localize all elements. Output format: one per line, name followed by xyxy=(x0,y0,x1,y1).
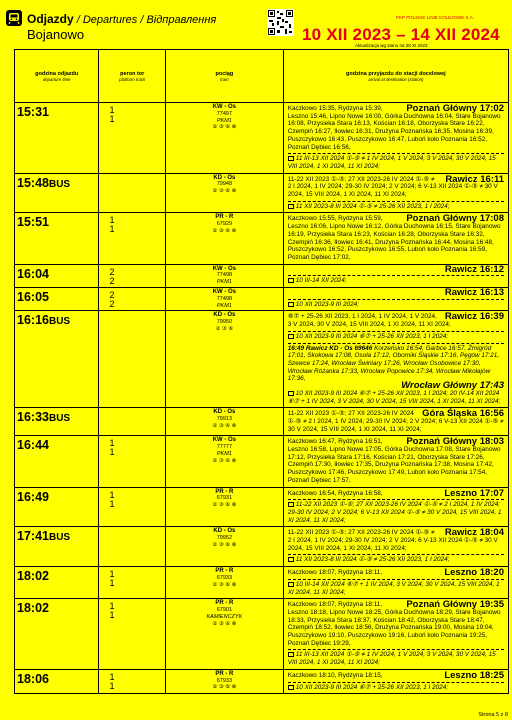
train-category: KD - Os xyxy=(213,174,236,181)
train-name: PKM1 xyxy=(216,450,232,457)
train-cell xyxy=(166,567,284,599)
calendar-icon xyxy=(288,582,294,587)
destination: Rawicz 16:39 xyxy=(444,311,504,323)
platform-cell xyxy=(99,436,166,487)
remark: 11 III-13 XII 2024 ①-⑤ ≠ 1 IV 2024, 1 V 2024, 3 V 2024, 30 V 2024, 15 VIII 2024, 1 XI 2024, 11 XI 2024; xyxy=(288,153,504,170)
train-category: KD - Os xyxy=(213,528,236,535)
train-cell xyxy=(166,669,284,693)
destination: Leszno 17:07 xyxy=(444,487,504,499)
train-cell xyxy=(166,408,284,436)
intermediate-stops: Rawicz 16:11 11-22 XII 2023 ①-⑤; 27 XII 2023-26 IV 2024 ①-⑤ ≠ 2 I 2024, 1 IV 2024; 29-30 IV 2024; 2 V 2024; 6 V-13 XII 2024 ①-⑤ ≠ 30 V 2024, 15 VIII 2024, 1 XI 2024, 11 XI 2024; xyxy=(287,173,504,199)
platform-number: 1 xyxy=(109,215,115,226)
platform-cell xyxy=(99,173,166,213)
calendar-icon xyxy=(288,391,294,396)
page-header xyxy=(0,0,512,48)
track-number: 1 xyxy=(109,114,115,124)
destination: Rawicz 16:11 xyxy=(445,173,504,185)
train-cell xyxy=(166,213,284,264)
destination: Rawicz 16:13 xyxy=(444,287,504,299)
platform-cell xyxy=(99,567,166,599)
stops-cell xyxy=(283,669,508,693)
qr-code-icon xyxy=(267,9,294,36)
destination: Leszno 18:20 xyxy=(444,567,504,579)
table-row xyxy=(15,288,509,311)
table-row xyxy=(15,487,509,527)
stops-cell xyxy=(283,213,508,264)
calendar-icon xyxy=(288,502,294,507)
departure-time: 16:44 xyxy=(15,436,99,487)
platform-number: 1 xyxy=(109,105,115,115)
table-row xyxy=(15,408,509,436)
train-category: KD - Os xyxy=(213,409,236,416)
platform-number: 1 xyxy=(109,569,115,580)
departure-time: 15:48BUS xyxy=(15,173,99,213)
train-category: KW - Os xyxy=(212,437,237,444)
train-category: PR - R xyxy=(215,670,234,677)
col-platform: peron tor platform track xyxy=(99,50,166,103)
title-translations: / Departures / Відправлення xyxy=(73,14,217,26)
train-category: KW - Os xyxy=(212,289,237,296)
train-name: PKM1 xyxy=(216,279,232,286)
stops-cell xyxy=(283,436,508,487)
train-number: 67933 xyxy=(216,677,233,684)
stops-cell xyxy=(283,288,508,311)
table-row xyxy=(15,669,509,693)
service-icons: ② ③ ⑥ ⊗ xyxy=(212,188,237,195)
track-number: 1 xyxy=(109,680,115,691)
remark: 11-22 XII 2023 ①-⑤; 27 XII 2023-26 IV 2024 ①-⑤ ≠ 2 I 2024, 1 IV 2024; 29-30 IV 2024; 2 V 2024; 6 V-13 XII 2024 ①-⑤ ≠ 30 V 2024, 15 VIII 2024, 1 XI 2024, 11 XI 2024; xyxy=(288,499,504,524)
train-category: PR - R xyxy=(215,600,234,607)
table-row xyxy=(15,103,509,174)
departure-time: 16:16BUS xyxy=(15,311,99,408)
platform-cell xyxy=(99,213,166,264)
destination: Góra Śląska 16:56 xyxy=(422,408,504,420)
destination: Rawicz 18:04 xyxy=(444,527,504,539)
destination: Poznań Główny 17:02 xyxy=(406,103,504,114)
connection-destination: Wrocław Główny 17:43 xyxy=(401,380,504,392)
intermediate-stops: Poznań Główny 19:35 Kaczkowo 18:07, Rydzyna 18:11, Leszno 18:18, Lipno Nowe 18:25, Górka Duchowna 18:29, Stare Bojanowo 18:33, Przysieka Stara 18:37, Kościan 18:42, Oborzyska Stare 18:47, Czempiń 18:52, Iłowiec 18:56, Drużyna Poznańska 19:00, Mosina 19:04, Puszczykowo 19:10, Puszczykowo 19:16, Luboń koło Poznania 19:25, Poznań Dębiec 19:29, xyxy=(287,599,504,647)
train-name: KAMIENCZYK xyxy=(206,613,243,620)
update-note: Aktualizacja wg stanu na 28 XI 2023 xyxy=(355,43,428,48)
train-cell xyxy=(166,599,284,670)
stops-cell xyxy=(283,103,508,174)
intermediate-stops: Rawicz 18:04 11-22 XII 2023 ①-⑤; 27 XII 2023-26 IV 2024 ①-⑤ ≠ 2 I 2024, 1 IV 2024; 29-30 IV 2024; 2 V 2024; 6 V-13 XII 2024 ①-⑤ ≠ 30 V 2024, 15 VIII 2024, 1 XI 2024, 11 XI 2024; xyxy=(287,527,504,552)
table-row xyxy=(15,264,509,287)
station-name: Bojanowo xyxy=(27,27,85,42)
train-number: 67931 xyxy=(216,495,233,502)
intermediate-stops: Rawicz 16:39 ⑥⑦ + 25-26 XII 2023, 1 I 2024, 1 IV 2024, 1 V 2024, 3 V 2024, 30 V 2024, 15 VIII 2024, 1 XI 2024, 11 XI 2024; xyxy=(287,311,504,329)
col-time: godzina odjazdu departure time xyxy=(15,50,99,103)
stops-cell xyxy=(283,527,508,567)
calendar-icon xyxy=(288,557,294,562)
train-cell xyxy=(166,103,284,174)
train-logo-icon xyxy=(6,10,22,26)
platform-number: 2 xyxy=(109,290,115,301)
stops-cell xyxy=(283,408,508,436)
stops-cell xyxy=(283,264,508,287)
destination: Poznań Główny 18:03 xyxy=(406,436,504,448)
carrier-logo: PKP POLSKIE LINIE KOLEJOWE S.A. xyxy=(396,15,474,20)
track-number: 1 xyxy=(109,498,115,509)
train-number: 77498 xyxy=(216,295,233,302)
bus-badge: BUS xyxy=(48,178,71,190)
track-number: 2 xyxy=(109,275,115,286)
intermediate-stops: Leszno 17:07 Kaczkowo 16:54, Rydzyna 16:58, xyxy=(287,487,504,499)
platform-cell xyxy=(99,311,166,408)
train-category: KD - Os xyxy=(213,312,236,319)
table-header xyxy=(15,50,509,103)
remark: 11 III-13 XII 2024 ①-⑤ ≠ 1 IV 2024, 1 V 2024, 3 V 2024, 30 V 2024, 15 VIII 2024, 1 XI 2024, 11 XI 2024; xyxy=(288,649,504,666)
bus-badge: BUS xyxy=(48,532,71,544)
departure-time: 18:02 xyxy=(15,599,99,670)
train-number: 77777 xyxy=(216,444,233,451)
calendar-icon xyxy=(288,302,294,307)
platform-cell xyxy=(99,264,166,287)
calendar-icon xyxy=(288,278,294,283)
calendar-icon xyxy=(288,334,294,339)
track-number: 1 xyxy=(109,610,115,621)
destination: Rawicz 16:12 xyxy=(444,264,504,275)
train-name: PKM1 xyxy=(216,117,232,124)
train-name: PKM1 xyxy=(216,302,232,309)
track-number: 1 xyxy=(109,224,115,235)
train-number: 79913 xyxy=(216,416,233,422)
train-number: 67933 xyxy=(216,574,233,581)
track-number: 2 xyxy=(109,299,115,310)
train-cell xyxy=(166,264,284,287)
remark: 10 III-14 XII 2024 ⑥⑦ + 1 IV 2024, 3 V 2024, 30 V 2024, 15 VIII 2024, 1 XI 2024, 11 XI 2024; xyxy=(288,579,504,596)
train-cell xyxy=(166,436,284,487)
departure-time: 15:51 xyxy=(15,213,99,264)
train-category: PR - R xyxy=(215,568,234,575)
remark: 10 XII 2023-9 III 2024 ⑥⑦ + 25-26 XII 2023, 1 I 2024; xyxy=(288,682,504,692)
platform-number: 2 xyxy=(109,266,115,277)
connection-stops: Korzeńsko 16:54, Garbce 16:57, Żmigród 17:01, Skokowa 17:08, Osola 17:12, Oborniki Śląskie 17:16, Pęgów 17:21, Szewce 17:24, Wrocław Świniary 17:26, Wrocław Osobowice 17:30, Wrocław Różanka 17:33, Wrocław Popowice 17:34, Wrocław Mikołajów 17:36, xyxy=(287,344,500,383)
train-number: 67901 xyxy=(216,607,233,614)
service-icons: ② ③ ⑥ ⊗ xyxy=(212,228,237,235)
service-icons: ② ③ ⑥ ⊗ xyxy=(212,457,237,464)
calendar-icon xyxy=(288,652,294,657)
train-cell xyxy=(166,288,284,311)
train-number: 79948 xyxy=(216,181,233,188)
departure-time: 18:02 xyxy=(15,567,99,599)
platform-number: 1 xyxy=(109,601,115,612)
calendar-icon xyxy=(288,156,294,161)
stops-cell xyxy=(283,487,508,527)
table-row xyxy=(15,599,509,670)
platform-number: 1 xyxy=(109,489,115,500)
table-row xyxy=(15,436,509,487)
train-cell xyxy=(166,487,284,527)
intermediate-stops: Poznań Główny 17:02 Kaczkowo 15:35, Rydzyna 15:39, Leszno 15:46, Lipno Nowe 16:00, Górka Duchowna 16:04, Stare Bojanowo 16:08, Przysieka Stara 16:13, Kościan 16:18, Oborzyska Stare 16:22, Czempiń 16:27, Iłowiec 16:31, Drużyna Poznańska 16:35, Mosina 16:39, Puszczykowo 16:43, Puszczykowo 16:47, Luboń koło Poznania 16:52, Poznań Dębiec 16:56, xyxy=(287,103,504,151)
train-category: PR - R xyxy=(215,488,234,495)
service-icons: ② ③ ⑥ ⊗ xyxy=(212,684,237,691)
stops-cell xyxy=(283,599,508,670)
service-icons: ② ③ ⑥ xyxy=(215,326,234,333)
intermediate-stops: Leszno 18:25 Kaczkowo 18:10, Rydzyna 18:15, xyxy=(287,669,504,681)
connection xyxy=(288,343,504,406)
validity-dates: 10 XII 2023 – 14 XII 2024 xyxy=(302,25,500,44)
intermediate-stops: Góra Śląska 16:56 11-22 XII 2023 ①-⑤; 27 XII 2023-26 IV 2024 ①-⑤ ≠ 2 I 2024, 1 IV 2024; 29-30 IV 2024; 2 V 2024; 6 V-13 XII 2024 ①-⑤ ≠ 30 V 2024, 15 VIII 2024, 1 XI 2024, 11 XI 2024; xyxy=(287,408,504,433)
platform-cell xyxy=(99,103,166,174)
connection-header: 16:49 Rawicz KD - Os 69646 xyxy=(287,344,373,352)
page-number: Strona 5 z 8 xyxy=(478,712,508,718)
service-icons: ② ③ ⑥ ⊗ xyxy=(212,124,237,131)
table-row xyxy=(15,173,509,213)
destination: Leszno 18:25 xyxy=(444,669,504,681)
platform-cell xyxy=(99,487,166,527)
platform-number: 1 xyxy=(109,671,115,682)
track-number: 1 xyxy=(109,447,115,458)
platform-cell xyxy=(99,527,166,567)
remark: 10 III-14 XII 2024; xyxy=(288,275,504,285)
track-number: 1 xyxy=(109,578,115,589)
platform-number: 1 xyxy=(109,438,115,449)
remark: 10 XII 2023-9 III 2024; xyxy=(288,299,504,309)
destination: Poznań Główny 19:35 xyxy=(406,599,504,611)
departure-time: 17:41BUS xyxy=(15,527,99,567)
service-icons: ② ③ ⑥ ⊗ xyxy=(212,581,237,588)
departure-time: 16:33BUS xyxy=(15,408,99,436)
departure-time: 16:05 xyxy=(15,288,99,311)
train-cell xyxy=(166,173,284,213)
service-icons: ② ③ ⑥ ⊗ xyxy=(212,422,237,429)
stops-cell xyxy=(283,311,508,408)
platform-cell xyxy=(99,288,166,311)
train-category: KW - Os xyxy=(212,265,237,272)
bus-badge: BUS xyxy=(48,413,71,425)
train-number: 79952 xyxy=(216,535,233,542)
bus-badge: BUS xyxy=(48,316,71,328)
train-category: PR - R xyxy=(215,214,234,221)
table-row xyxy=(15,567,509,599)
table-row xyxy=(15,311,509,408)
platform-cell xyxy=(99,599,166,670)
service-icons: ② ③ ⑥ ⊗ xyxy=(212,541,237,548)
service-icons: ② ③ ⑥ ⊗ xyxy=(212,502,237,509)
train-cell xyxy=(166,311,284,408)
col-train: pociąg train xyxy=(166,50,284,103)
departure-time: 15:31 xyxy=(15,103,99,174)
title-pl: Odjazdy xyxy=(27,12,74,26)
table-row xyxy=(15,213,509,264)
departure-time: 16:49 xyxy=(15,487,99,527)
platform-cell xyxy=(99,408,166,436)
departure-time: 18:06 xyxy=(15,669,99,693)
train-cell xyxy=(166,527,284,567)
departures-table xyxy=(14,49,509,694)
connection-remark: 10 XII 2023-9 III 2024 ⑥⑦ + 25-26 XII 2023, 1 I 2024; 20 IV-14 XII 2024 ⑥⑦ + 1 IV 2024, 3 V 2024, 30 V 2024, 15 VIII 2024, 1 XI 2024, 11 XI 2024; xyxy=(287,389,501,405)
platform-cell xyxy=(99,669,166,693)
train-number: 67929 xyxy=(216,221,233,228)
stops-cell xyxy=(283,173,508,213)
train-number: 79950 xyxy=(216,319,233,326)
stops-cell xyxy=(283,567,508,599)
train-number: 77497 xyxy=(216,110,233,117)
page-title xyxy=(27,12,216,26)
col-dest: godzina przyjazdu do stacji docelowej arrival at destination (station) xyxy=(283,50,508,103)
table-row xyxy=(15,527,509,567)
destination: Poznań Główny 17:08 xyxy=(406,213,504,225)
intermediate-stops: Poznań Główny 18:03 Kaczkowo 16:47, Rydzyna 16:51, Leszno 16:58, Lipno Nowe 17:05, Górka Duchowna 17:08, Stare Bojanowo 17:12, Przysieka Stara 17:16, Kościan 17:21, Oborzyska Stare 17:26, Czempiń 17:30, Iłowiec 17:35, Drużyna Poznańska 17:38, Mosina 17:42, Puszczykowo 17:46, Puszczykowo 17:49, Luboń koło Poznania 17:54, Poznań Dębiec 17:57, xyxy=(287,436,504,484)
calendar-icon xyxy=(288,685,294,690)
remark: 10 XII 2023-9 III 2024 ⑥⑦ + 25-26 XII 2023, 1 I 2024; xyxy=(288,331,504,341)
remark: 11 XII 2023-8 III 2024 ①-⑤ ≠ 25-26 XII 2023, 1 I 2024; xyxy=(288,554,504,564)
intermediate-stops: Leszno 18:20 Kaczkowo 18:07, Rydzyna 18:11, xyxy=(287,567,504,579)
remark: 11 XII 2023-8 III 2024 ①-⑤ ≠ 25-26 XII 2023, 1 I 2024; xyxy=(288,201,504,211)
train-category: KW - Os xyxy=(212,104,237,110)
intermediate-stops: Poznań Główny 17:08 Kaczkowo 15:55, Rydzyna 15:59, Leszno 16:06, Lipno Nowe 16:12, Górka Duchowna 16:15, Stare Bojanowo 16:19, Przysieka Stara 16:23, Kościan 16:28, Oborzyska Stare 16:32, Czempiń 16:36, Iłowiec 16:41, Drużyna Poznańska 16:44, Mosina 16:48, Puszczykowo 16:52, Puszczykowo 16:55, Luboń koło Poznania 16:59, Poznań Dębiec 17:02, xyxy=(287,213,504,261)
train-number: 77498 xyxy=(216,272,233,279)
service-icons: ② ③ ⑥ ⊗ xyxy=(212,620,237,627)
calendar-icon xyxy=(288,204,294,209)
departure-time: 16:04 xyxy=(15,264,99,287)
